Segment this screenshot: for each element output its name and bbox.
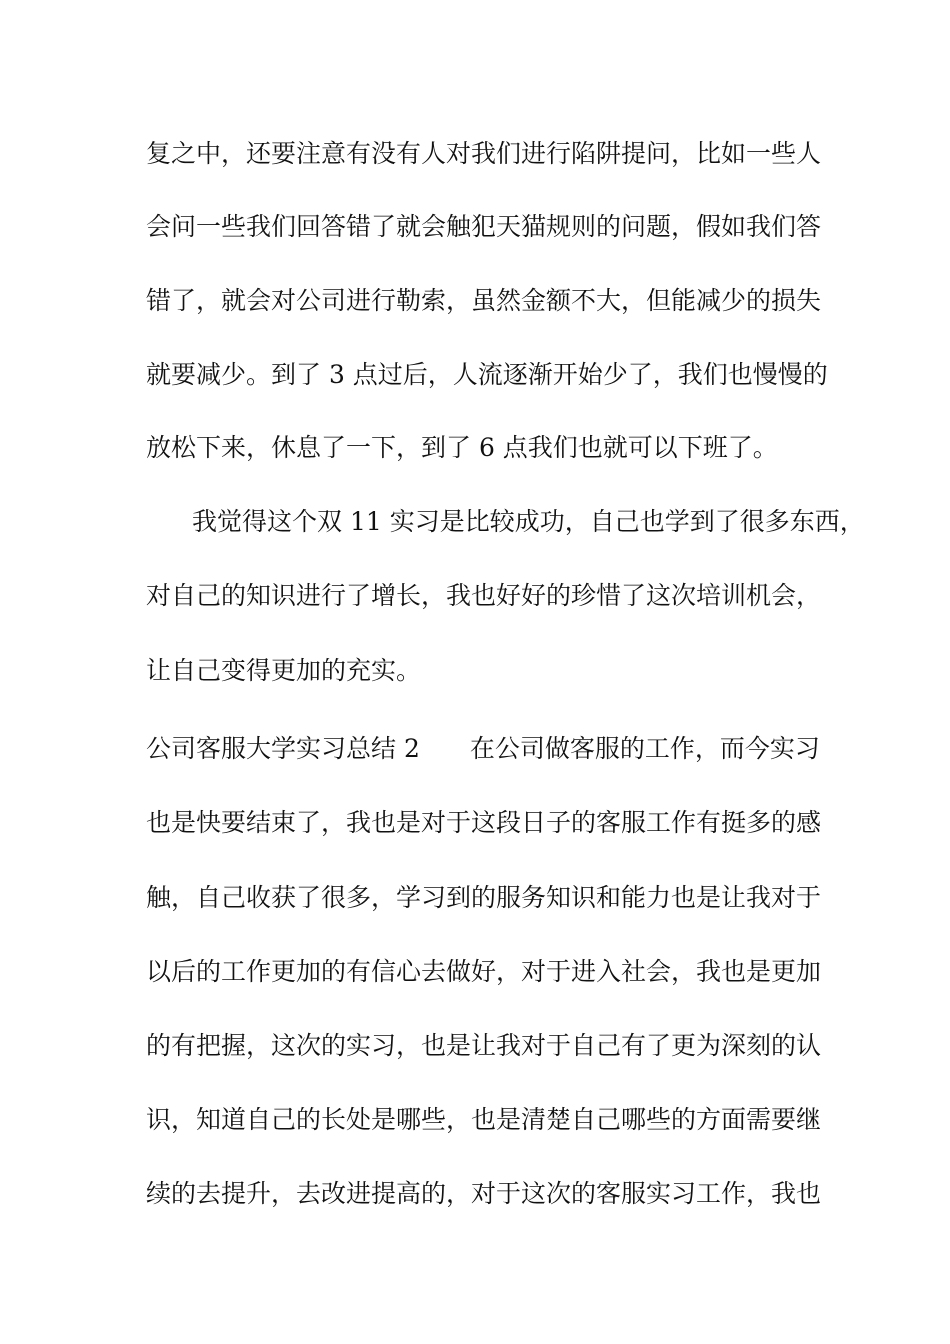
text-line: 复之中，还要注意有没有人对我们进行陷阱提问，比如一些人 <box>146 139 822 168</box>
text-line: 以后的工作更加的有信心去做好，对于进入社会，我也是更加 <box>146 957 822 986</box>
text-line: 就要减少。到了 3 点过后，人流逐渐开始少了，我们也慢慢的 <box>146 360 828 389</box>
text-line: 触，自己收获了很多，学习到的服务知识和能力也是让我对于 <box>146 883 822 912</box>
text-line: 续的去提升，去改进提高的，对于这次的客服实习工作，我也 <box>146 1179 822 1208</box>
text-line: 对自己的知识进行了增长，我也好好的珍惜了这次培训机会， <box>146 581 822 610</box>
text-line: 我觉得这个双 11 实习是比较成功，自己也学到了很多东西， <box>192 507 865 536</box>
text-line: 错了，就会对公司进行勒索，虽然金额不大，但能减少的损失 <box>146 286 822 315</box>
text-line: 放松下来，休息了一下，到了 6 点我们也就可以下班了。 <box>146 433 778 462</box>
text-line: 会问一些我们回答错了就会触犯天猫规则的问题，假如我们答 <box>146 212 822 241</box>
section-heading-line: 公司客服大学实习总结 2 在公司做客服的工作，而今实习 <box>146 734 820 763</box>
text-line: 也是快要结束了，我也是对于这段日子的客服工作有挺多的感 <box>146 808 822 837</box>
text-line: 识，知道自己的长处是哪些，也是清楚自己哪些的方面需要继 <box>146 1105 822 1134</box>
text-line: 的有把握，这次的实习，也是让我对于自己有了更为深刻的认 <box>146 1031 822 1060</box>
text-line: 让自己变得更加的充实。 <box>146 656 422 685</box>
